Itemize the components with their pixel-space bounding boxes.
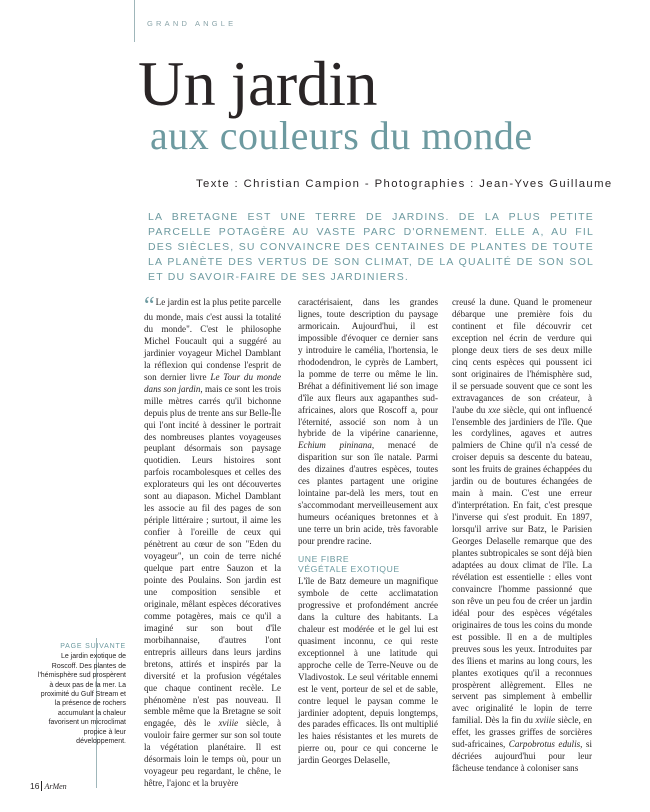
title-line-2: aux couleurs du monde bbox=[150, 113, 533, 158]
opening-quote: “ bbox=[144, 293, 155, 319]
caption-heading: PAGE SUIVANTE bbox=[60, 643, 126, 650]
article-column-2 bbox=[298, 297, 438, 767]
header-rule bbox=[134, 0, 135, 42]
subheading-line-1: UNE FIBRE bbox=[298, 554, 350, 565]
standfirst: LA BRETAGNE EST UNE TERRE DE JARDINS. DE LA PLUS PETITE PARCELLE POTAGÈRE AU VASTE PARC D'ORNEMENT. ELLE A, AU FIL DES SIÈCLES, SU CONVAINCRE DES CENTAINES DE PLANTES DE TOUTE LA PLANÈTE DES VERTUS DE SON CLIMAT, DE LA QUALITÉ DE SON SOL ET DU SAVOIR-FAIRE DE SES JARDINIERS. bbox=[148, 211, 594, 283]
paragraph: creusé la dune. Quand le promeneur débarque une première fois du continent et file découvrir cet exception nel écrin de verdure qui plonge deux tiers de ses deux mille cinq cents espèces qui poussent ici sont originaires de l'hémisphère sud, il se persuade souvent que ce sont les extravagances de son créateur, à l'aube du xxe siècle, qui ont influencé l'ensemble des jardiniers de l'île. Que les cordylines, agaves et autres palmiers de Chine qu'il n'a cessé de croiser depuis sa descente du bateau, sont les fruits de graines échappées du jardin ou de boutures échangées de main à main. C'est une erreur d'interprétation. En fait, c'est presque l'inverse qui s'est produit. En 1897, lorsqu'il arrive sur Batz, le Parisien Georges Delaselle remarque que des plantes subtropicales se sont déjà bien adaptées au doux climat de l'île. La révélation est essentielle : elles vont convaincre l'homme passionné que son rêve un peu fou de créer un jardin idéal pour des espèces végétales originaires de tous les coins du monde est possible. Il en a de multiples preuves sous les yeux. Introduites par des îliens et marins au long cours, les plantes exotiques qu'il a reconnues prospèrent allègrement. Elles ne servent pas simplement à embellir avec originalité le lopin de terre familial. Dès la fin du xviiie siècle, en effet, les grasses griffes de sorcières sud-africaines, Carpobrotus edulis, si décriées aujourd'hui pour leur fâcheuse tendance à coloniser sans bbox=[452, 297, 592, 774]
caption-text: Le jardin exotique de Roscoff. Des plantes de l'hémisphère sud prospèrent à deux pas de la mer. La proximité du Gulf Stream et la présence de rochers accumulant la chaleur favorisent un microclimat propice à leur développement. bbox=[37, 653, 126, 746]
magazine-name: ArMen bbox=[44, 781, 67, 791]
paragraph: L'île de Batz demeure un magnifique symbole de cette acclimatation progressive et profondément ancrée dans la culture des habitants. La chaleur est modérée et le gel lui est quasiment inconnu, ce qui reste exceptionnel à une latitude qui approche celle de Terre-Neuve ou de Vladivostok. Le seul véritable ennemi est le vent, porteur de sel et de sable, contre lequel le paysan comme le jardinier adoptent, depuis longtemps, des parades efficaces. Ils ont multiplié les haies résistantes et les murets de pierre ou, pour ce qui concerne le jardin Georges Delaselle, bbox=[298, 576, 438, 766]
paragraph: “Le jardin est la plus petite parcelle du monde, mais c'est aussi la totalité du monde". C'est le philosophe Michel Foucault qui a suggéré au jardinier voyageur Michel Damblant la réflexion qui condense l'esprit de son dernier livre Le Tour du monde dans son jardin, mais ce sont les trois mille mètres carrés qu'il bichonne depuis plus de trente ans sur Belle-Île qui l'ont incité à dessiner le portrait des nombreuses plantes voyageuses peuplant désormais son paysage quotidien. Leurs histoires sont parfois rocambolesques et celles des explorateurs qui les ont découvertes sont au diapason. Michel Damblant les associe au fil des pages de son périple littéraire ; surtout, il aime les confier à l'oreille de ceux qui pénètrent au cœur de son "Eden du voyageur", un coin de terre niché quelque part entre Sauzon et la pointe des Poulains. Son jardin est une composition sensible et originale, mêlant espèces décoratives comme potagères, mais ce qu'il a imaginé sur son bout d'île morbihannaise, d'autres l'ont entrepris ailleurs dans leurs jardins bretons, attirés et inspirés par la diversité et la profusion végétales que chaque continent recèle. Le phénomène n'est pas nouveau. Il semble même que la Bretagne se soit engagée, dès le xviiie siècle, à vouloir faire germer sur son sol toute la végétation planétaire. Il est désormais loin le temps où, pour un voyageur peu regardant, le chêne, le hêtre, l'ajonc et la bruyère bbox=[144, 293, 282, 789]
article-column-3 bbox=[452, 297, 592, 775]
species-name: Carpobrotus edulis bbox=[508, 739, 581, 750]
book-title: Le Tour du monde dans son jardin bbox=[144, 371, 282, 394]
byline: Texte : Christian Campion - Photographies : Jean-Yves Guillaume bbox=[196, 178, 613, 190]
article-column-1 bbox=[144, 293, 282, 790]
section-rubric: GRAND ANGLE bbox=[147, 19, 237, 28]
subheading-line-2: VÉGÉTALE EXOTIQUE bbox=[298, 564, 400, 575]
title-line-1: Un jardin bbox=[138, 48, 377, 119]
folio-divider bbox=[41, 781, 42, 791]
page-number: 16 bbox=[30, 781, 40, 791]
folio bbox=[30, 781, 67, 791]
species-name: Echium pininana bbox=[298, 440, 372, 451]
paragraph: caractérisaient, dans les grandes lignes, toute description du paysage armoricain. Aujourd'hui, il est impossible d'évoquer ce dernier sans y introduire le camélia, l'hortensia, le rhododendron, le cyprès de Lambert, la pomme de terre ou même le lin. Bréhat a définitivement lié son image d'île aux fleurs aux agapanthes sud-africaines, alors que Roscoff a, pour l'éternité, associé son nom à un hybride de la vipérine canarienne, Echium pininana, menacé de disparition sur son île natale. Parmi des dizaines d'autres espèces, toutes ces plantes partagent une origine lointaine par-delà les mers, tout en s'accommodant merveilleusement aux humeurs océaniques bretonnes et à une terre un brin acide, très favorable pour prendre racine. bbox=[298, 297, 439, 547]
photo-caption bbox=[36, 642, 126, 746]
